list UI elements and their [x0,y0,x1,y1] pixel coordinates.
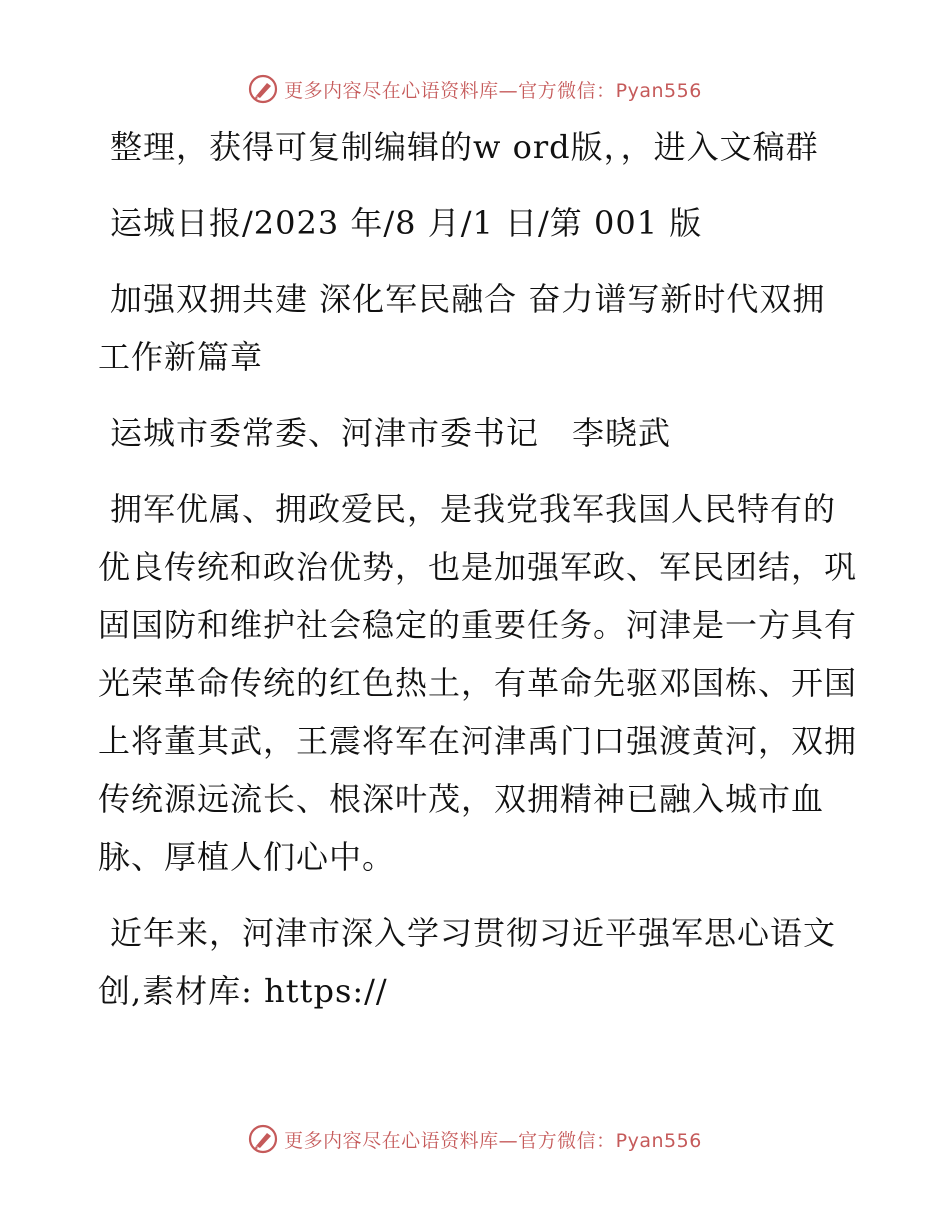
quill-logo-icon [248,74,278,104]
paragraph-byline: 运城市委常委、河津市委书记 李晓武 [110,414,672,452]
paragraph-body-2: 近年来，河津市深入学习贯彻习近平强军思心语文创,素材库: https:// [98,914,837,1010]
banner-label: 更多内容尽在心语资料库—官方微信： [284,79,616,102]
quill-logo-icon [248,1124,278,1154]
banner-text [284,76,702,103]
paragraph-body-1: 拥军优属、拥政爱民，是我党我军我国人民特有的优良传统和政治优势，也是加强军政、军民团结，巩固国防和维护社会稳定的重要任务。河津是一方具有光荣革命传统的红色热土，有革命先驱邓国栋、开国上将董其武，王震将军在河津禹门口强渡黄河，双拥传统源远流长、根深叶茂，双拥精神已融入城市血脉、厚植人们心中。 [98,490,858,876]
paragraph-intro: 整理，获得可复制编辑的w ord版，，进入文稿群 [110,128,819,166]
banner-wechat-id: Pyan556 [615,1129,702,1152]
header-banner [0,72,950,106]
paragraph-source: 运城日报/2023 年/8 月/1 日/第 001 版 [110,204,703,242]
paragraph-headline: 加强双拥共建 深化军民融合 奋力谱写新时代双拥工作新篇章 [98,280,826,376]
banner-label: 更多内容尽在心语资料库—官方微信： [284,1129,616,1152]
footer-banner [0,1122,950,1156]
banner-text [284,1126,702,1153]
document-body [98,118,858,1038]
banner-wechat-id: Pyan556 [615,79,702,102]
